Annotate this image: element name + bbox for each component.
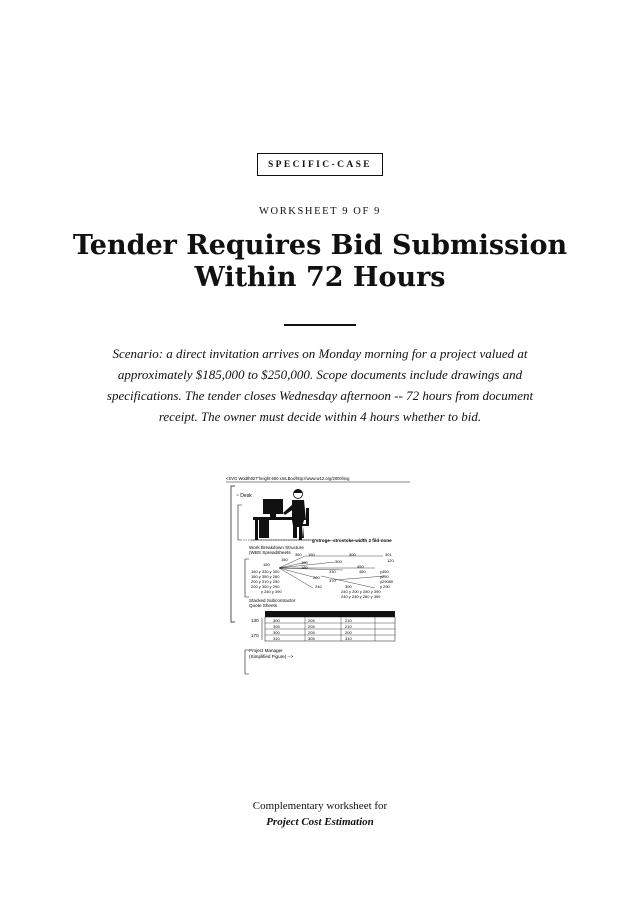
quote-cell: 205 [308, 630, 315, 635]
wbs-number: 160 y 330 y 300 [251, 569, 280, 574]
wbs-number: 450 [357, 564, 364, 569]
wbs-number: 150 [281, 557, 288, 562]
stacked-subtitle: Quote Sheets [249, 603, 278, 608]
quote-cell: 305 [308, 636, 315, 641]
wbs-link [279, 568, 313, 588]
wbs-number: 150 [263, 562, 270, 567]
wbs-link [279, 568, 317, 578]
wbs-number: 390 [345, 584, 352, 589]
wbs-number: 240 y 240 y 260 y 390 [341, 594, 381, 599]
footer-caption: Complementary worksheet for [252, 800, 388, 812]
wbs-number: y250 [380, 574, 389, 579]
quote-cell: 300 [273, 618, 280, 623]
stacked-title: Stacked Subcontractor [249, 598, 296, 603]
wbs-number: 200 [313, 575, 320, 580]
side-label-top: 130 [251, 618, 259, 623]
wbs-number: 240 [341, 589, 348, 594]
side-label-bottom: 170 [251, 633, 259, 638]
wbs-number: y450 [380, 569, 389, 574]
quote-cell: 305 [273, 624, 280, 629]
quote-cell: 310 [345, 636, 352, 641]
worksheet-illustration [225, 472, 415, 677]
worker-legs [292, 520, 304, 538]
pm-subtitle: (Simplified Figure) --> [249, 654, 294, 659]
wbs-bracket [245, 559, 249, 597]
desk-drawer [259, 520, 269, 538]
wbs-number: y29080 [380, 579, 394, 584]
wbs-title: Work Breakdown Structure [249, 545, 304, 550]
wbs-number: 370 [329, 578, 336, 583]
quote-cell: 210 [345, 624, 352, 629]
quote-cell: 200 [345, 630, 352, 635]
title-divider [284, 324, 356, 326]
worker-at-desk-illustration [251, 489, 315, 540]
wbs-number: 301 [385, 552, 392, 557]
wbs-number: 450 [359, 569, 366, 574]
quote-cell: 205 [308, 624, 315, 629]
quote-cell: 205 [308, 618, 315, 623]
monitor-icon [263, 499, 283, 514]
case-type-badge [257, 153, 383, 176]
worksheet-counter: WORKSHEET 9 OF 9 [259, 206, 381, 217]
wbs-number: 360 [295, 552, 302, 557]
title-line-2: Within 72 Hours [194, 262, 446, 293]
wbs-labels [251, 552, 394, 599]
quote-table-header [265, 611, 395, 617]
quote-table [265, 611, 395, 641]
wbs-number: y 200 y 280 y 390 [349, 589, 381, 594]
wbs-link [335, 576, 385, 580]
pm-label: Project Manager [249, 648, 283, 653]
desk-label: ~ Desk [236, 493, 252, 499]
wbs-number: 150 [308, 552, 315, 557]
wbs-number: 300 [335, 559, 342, 564]
footer-book-title: Project Cost Estimation [266, 816, 374, 828]
wbs-subtitle: (WBS Spreadsheets [249, 550, 291, 555]
wbs-number: 330 [329, 569, 336, 574]
stroke-label: g'stroge--strostoke-width 2 fild-none [312, 538, 392, 543]
figure-header-text: <SVG Wodth927"height 600 xmLBox/http://www.w12.org/2000/svg [226, 476, 350, 481]
quote-cell: 210 [345, 618, 352, 623]
wbs-number: 200 y 310 y 250 [251, 579, 280, 584]
quote-cell: 310 [273, 636, 280, 641]
wbs-number: 200 y 300 y 290 [251, 584, 280, 589]
scenario-paragraph: Scenario: a direct invitation arrives on Monday morning for a project valued at approximately $185,000 to $250,000. Scope documents include drawings and specifications. The tender closes Wednesday afternoon -- 72 hours from document receipt. The owner must decide within 4 hours whether to bid. [106, 346, 534, 424]
badge-label: SPECIFIC-CASE [267, 159, 373, 170]
desk-bracket [238, 505, 242, 540]
wbs-number: y 240 y 390 [261, 589, 282, 594]
title-line-1: Tender Requires Bid Submission [72, 230, 568, 261]
page-title [40, 230, 600, 294]
wbs-number: 240 [315, 584, 322, 589]
quote-table-cells [273, 618, 352, 641]
wbs-number: 160 [301, 560, 308, 565]
wbs-number: 180 y 350 y 260 [251, 574, 280, 579]
monitor-stand [270, 514, 276, 517]
figure-outer-bracket [231, 486, 235, 622]
wbs-number: 180 [301, 565, 308, 570]
hardhat-icon [293, 489, 303, 493]
quote-cell: 300 [273, 630, 280, 635]
wbs-number: 120 [387, 558, 394, 563]
wbs-number: 300 [349, 552, 356, 557]
desk-leg-left [255, 520, 258, 540]
wbs-number: y 290 [380, 584, 390, 589]
worker-body [292, 500, 306, 520]
